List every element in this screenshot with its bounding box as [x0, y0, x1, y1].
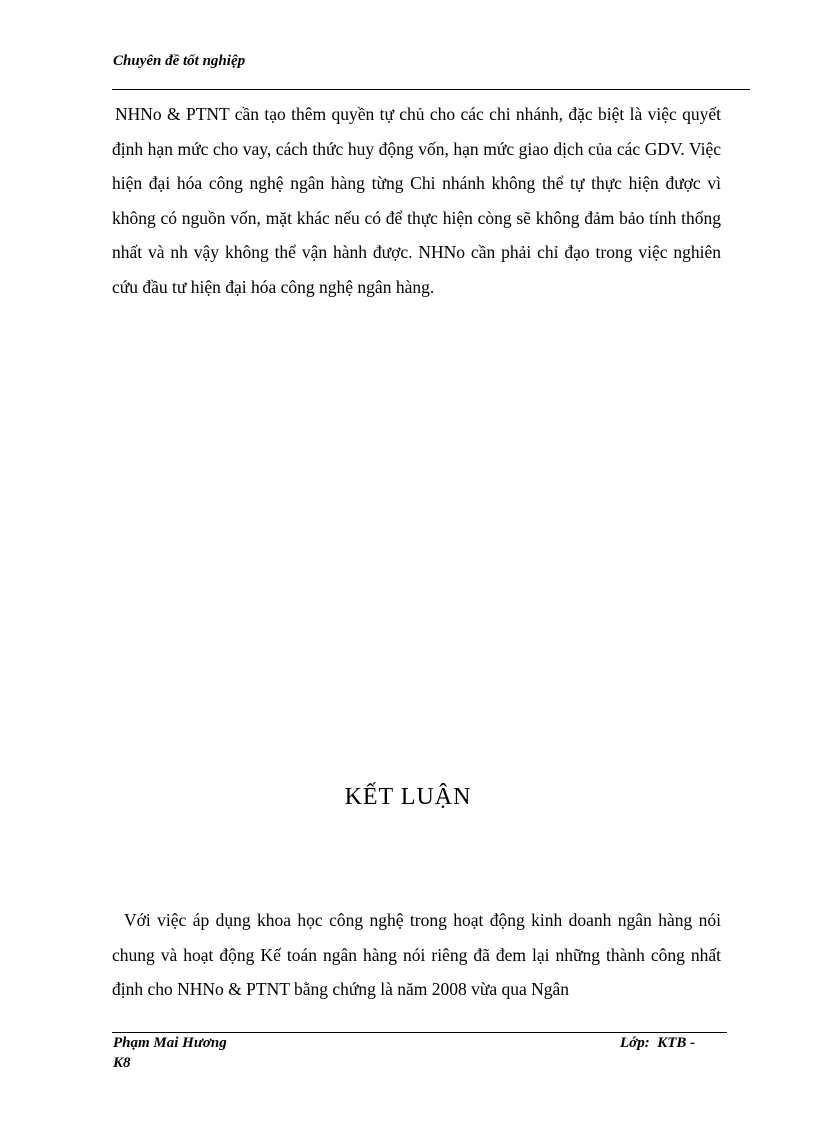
- section-heading-conclusion: KẾT LUẬN: [344, 784, 472, 810]
- footer-author: Phạm Mai Hương: [113, 1035, 227, 1051]
- footer-divider: [112, 1032, 727, 1033]
- running-header-title: Chuyên đề tốt nghiệp: [113, 53, 246, 69]
- header-divider: [112, 89, 750, 90]
- footer-class-continuation: K8: [113, 1055, 131, 1071]
- body-paragraph-conclusion: Với việc áp dụng khoa học công nghệ trong hoạt động kinh doanh ngân hàng nói chung và hoạt động Kế toán ngân hàng nói riêng đã đem lại những thành công nhất định cho NHNo & PTNT bằng chứng là năm 2008 vừa qua Ngân: [112, 910, 721, 999]
- body-paragraph-top: NHNo & PTNT cần tạo thêm quyền tự chủ cho các chi nhánh, đặc biệt là việc quyết định hạn mức cho vay, cách thức huy động vốn, hạn mức giao dịch của các GDV. Việc hiện đại hóa công nghệ ngân hàng từng Chi nhánh không thể tự thực hiện được vì không có nguồn vốn, mặt khác nếu có để thực hiện còng sẽ không đảm bảo tính thống nhất và nh vậy không thể vận hành được. NHNo cần phải chỉ đạo trong việc nghiên cứu đầu tư hiện đại hóa công nghệ ngân hàng.: [112, 104, 721, 297]
- footer-class-label: Lớp: KTB -: [620, 1035, 696, 1051]
